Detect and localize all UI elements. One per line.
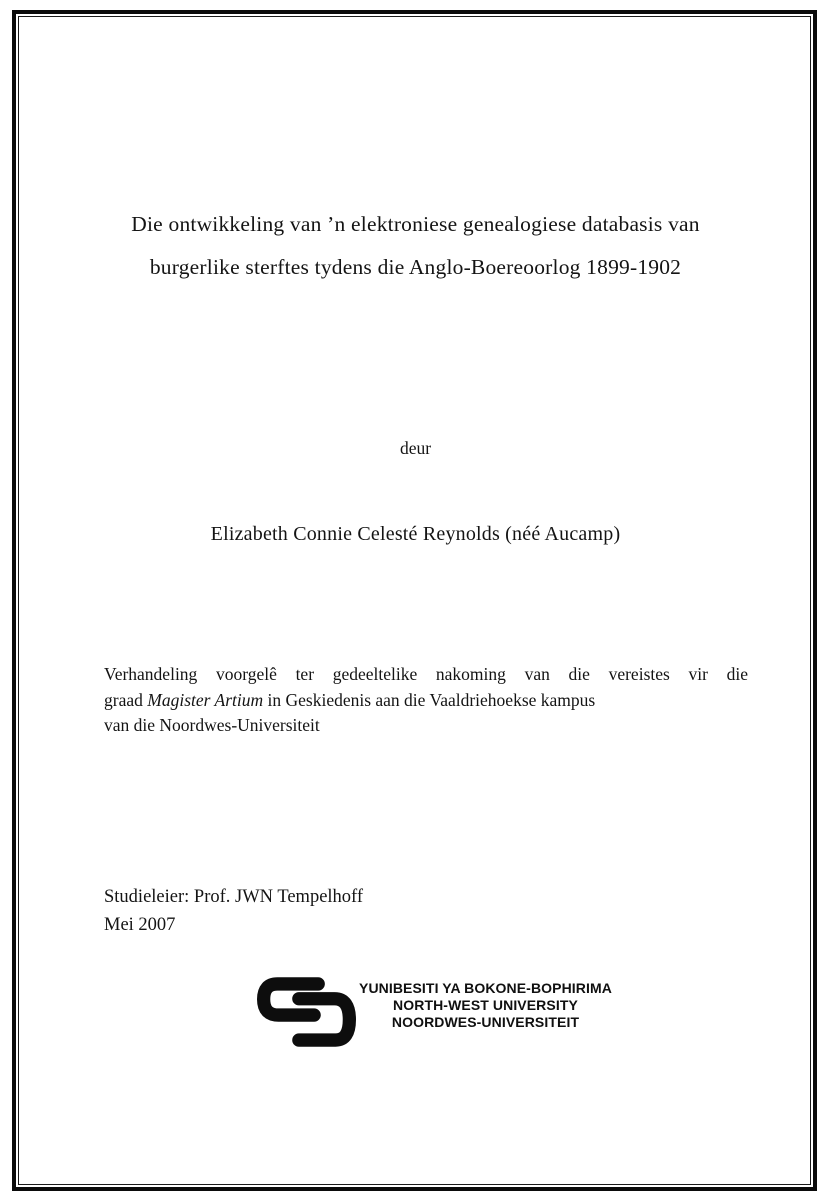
thesis-title-line-2: burgerlike sterftes tydens die Anglo-Boereoorlog 1899-1902 [149, 255, 682, 279]
date-line: Mei 2007 [104, 914, 176, 935]
logo-line-afrikaans: NOORDWES-UNIVERSITEIT [391, 1014, 580, 1031]
supervisor-line: Studieleier: Prof. JWN Tempelhoff [104, 887, 364, 907]
submission-line-2-prefix: graad [104, 689, 148, 710]
byline-deur: deur [399, 438, 432, 458]
university-logo-text [359, 980, 612, 1032]
author-name: Elizabeth Connie Celesté Reynolds (néé Aucamp) [210, 523, 621, 545]
submission-line-2-suffix: in Geskiedenis aan die Vaaldriehoekse kampus [263, 689, 596, 710]
nwu-interlocking-links-icon [257, 977, 356, 1047]
university-logo [257, 977, 612, 1047]
thesis-title-line-1: Die ontwikkeling van ’n elektroniese genealogiese databasis van [131, 212, 700, 236]
degree-name-italic: Magister Artium [147, 689, 264, 710]
submission-line-2 [104, 688, 748, 714]
logo-line-setswana: YUNIBESITI YA BOKONE-BOPHIRIMA [359, 980, 612, 996]
submission-statement [104, 662, 748, 739]
submission-line-3: van die Noordwes-Universiteit [104, 715, 320, 736]
thesis-title [40, 203, 791, 289]
logo-line-english: NORTH-WEST UNIVERSITY [393, 997, 578, 1014]
supervisor-block [104, 884, 363, 939]
submission-line-1: Verhandeling voorgelê ter gedeeltelike nakoming van die vereistes vir die [104, 664, 748, 684]
